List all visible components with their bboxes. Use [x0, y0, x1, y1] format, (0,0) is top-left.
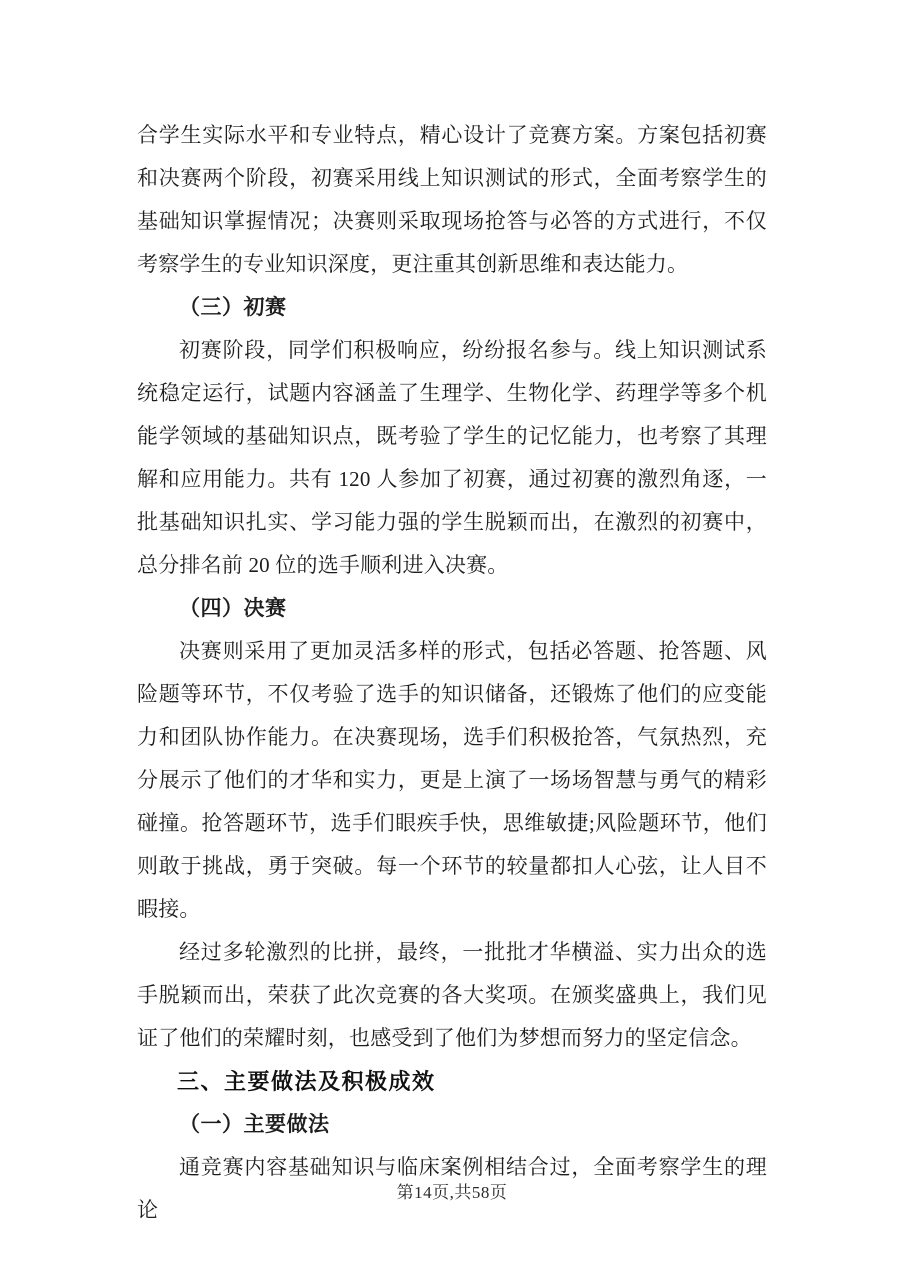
document-body: [137, 114, 767, 1232]
heading-main-methods: （一）主要做法: [179, 1112, 330, 1136]
page-number-footer: 第14页,共58页: [396, 1183, 508, 1202]
heading-section-three: 三、主要做法及积极成效: [177, 1069, 436, 1094]
paragraph-methods-intro: 通竞赛内容基础知识与临床案例相结合过，全面考察学生的理论: [137, 1155, 767, 1222]
paragraph-preliminary-round: 初赛阶段，同学们积极响应，纷纷报名参与。线上知识测试系统稳定运行，试题内容涵盖了生理学、生物化学、药理学等多个机能学领域的基础知识点，既考验了学生的记忆能力，也考察了其理解和应用能力。共有 120 人参加了初赛，通过初赛的激烈角逐，一批基础知识扎实、学习能力强的学生脱颖而出，在激烈的初赛中，总分排名前 20 位的选手顺利进入决赛。: [137, 338, 767, 577]
paragraph-intro-continuation: 合学生实际水平和专业特点，精心设计了竞赛方案。方案包括初赛和决赛两个阶段，初赛采用线上知识测试的形式，全面考察学生的基础知识掌握情况；决赛则采取现场抢答与必答的方式进行，不仅考察学生的专业知识深度，更注重其创新思维和表达能力。: [137, 123, 767, 276]
paragraph-final-round-description: 决赛则采用了更加灵活多样的形式，包括必答题、抢答题、风险题等环节，不仅考验了选手的知识储备，还锻炼了他们的应变能力和团队协作能力。在决赛现场，选手们积极抢答，气氛热烈，充分展示了他们的才华和实力，更是上演了一场场智慧与勇气的精彩碰撞。抢答题环节，选手们眼疾手快，思维敏捷;风险题环节，他们则敢于挑战，勇于突破。每一个环节的较量都扣人心弦，让人目不暇接。: [137, 639, 767, 921]
heading-final-round: （四）决赛: [179, 596, 287, 620]
paragraph-final-round-awards: 经过多轮激烈的比拼，最终，一批批才华横溢、实力出众的选手脱颖而出，荣获了此次竞赛的各大奖项。在颁奖盛典上，我们见证了他们的荣耀时刻，也感受到了他们为梦想而努力的坚定信念。: [137, 940, 767, 1050]
heading-preliminary-round: （三）初赛: [179, 295, 287, 319]
